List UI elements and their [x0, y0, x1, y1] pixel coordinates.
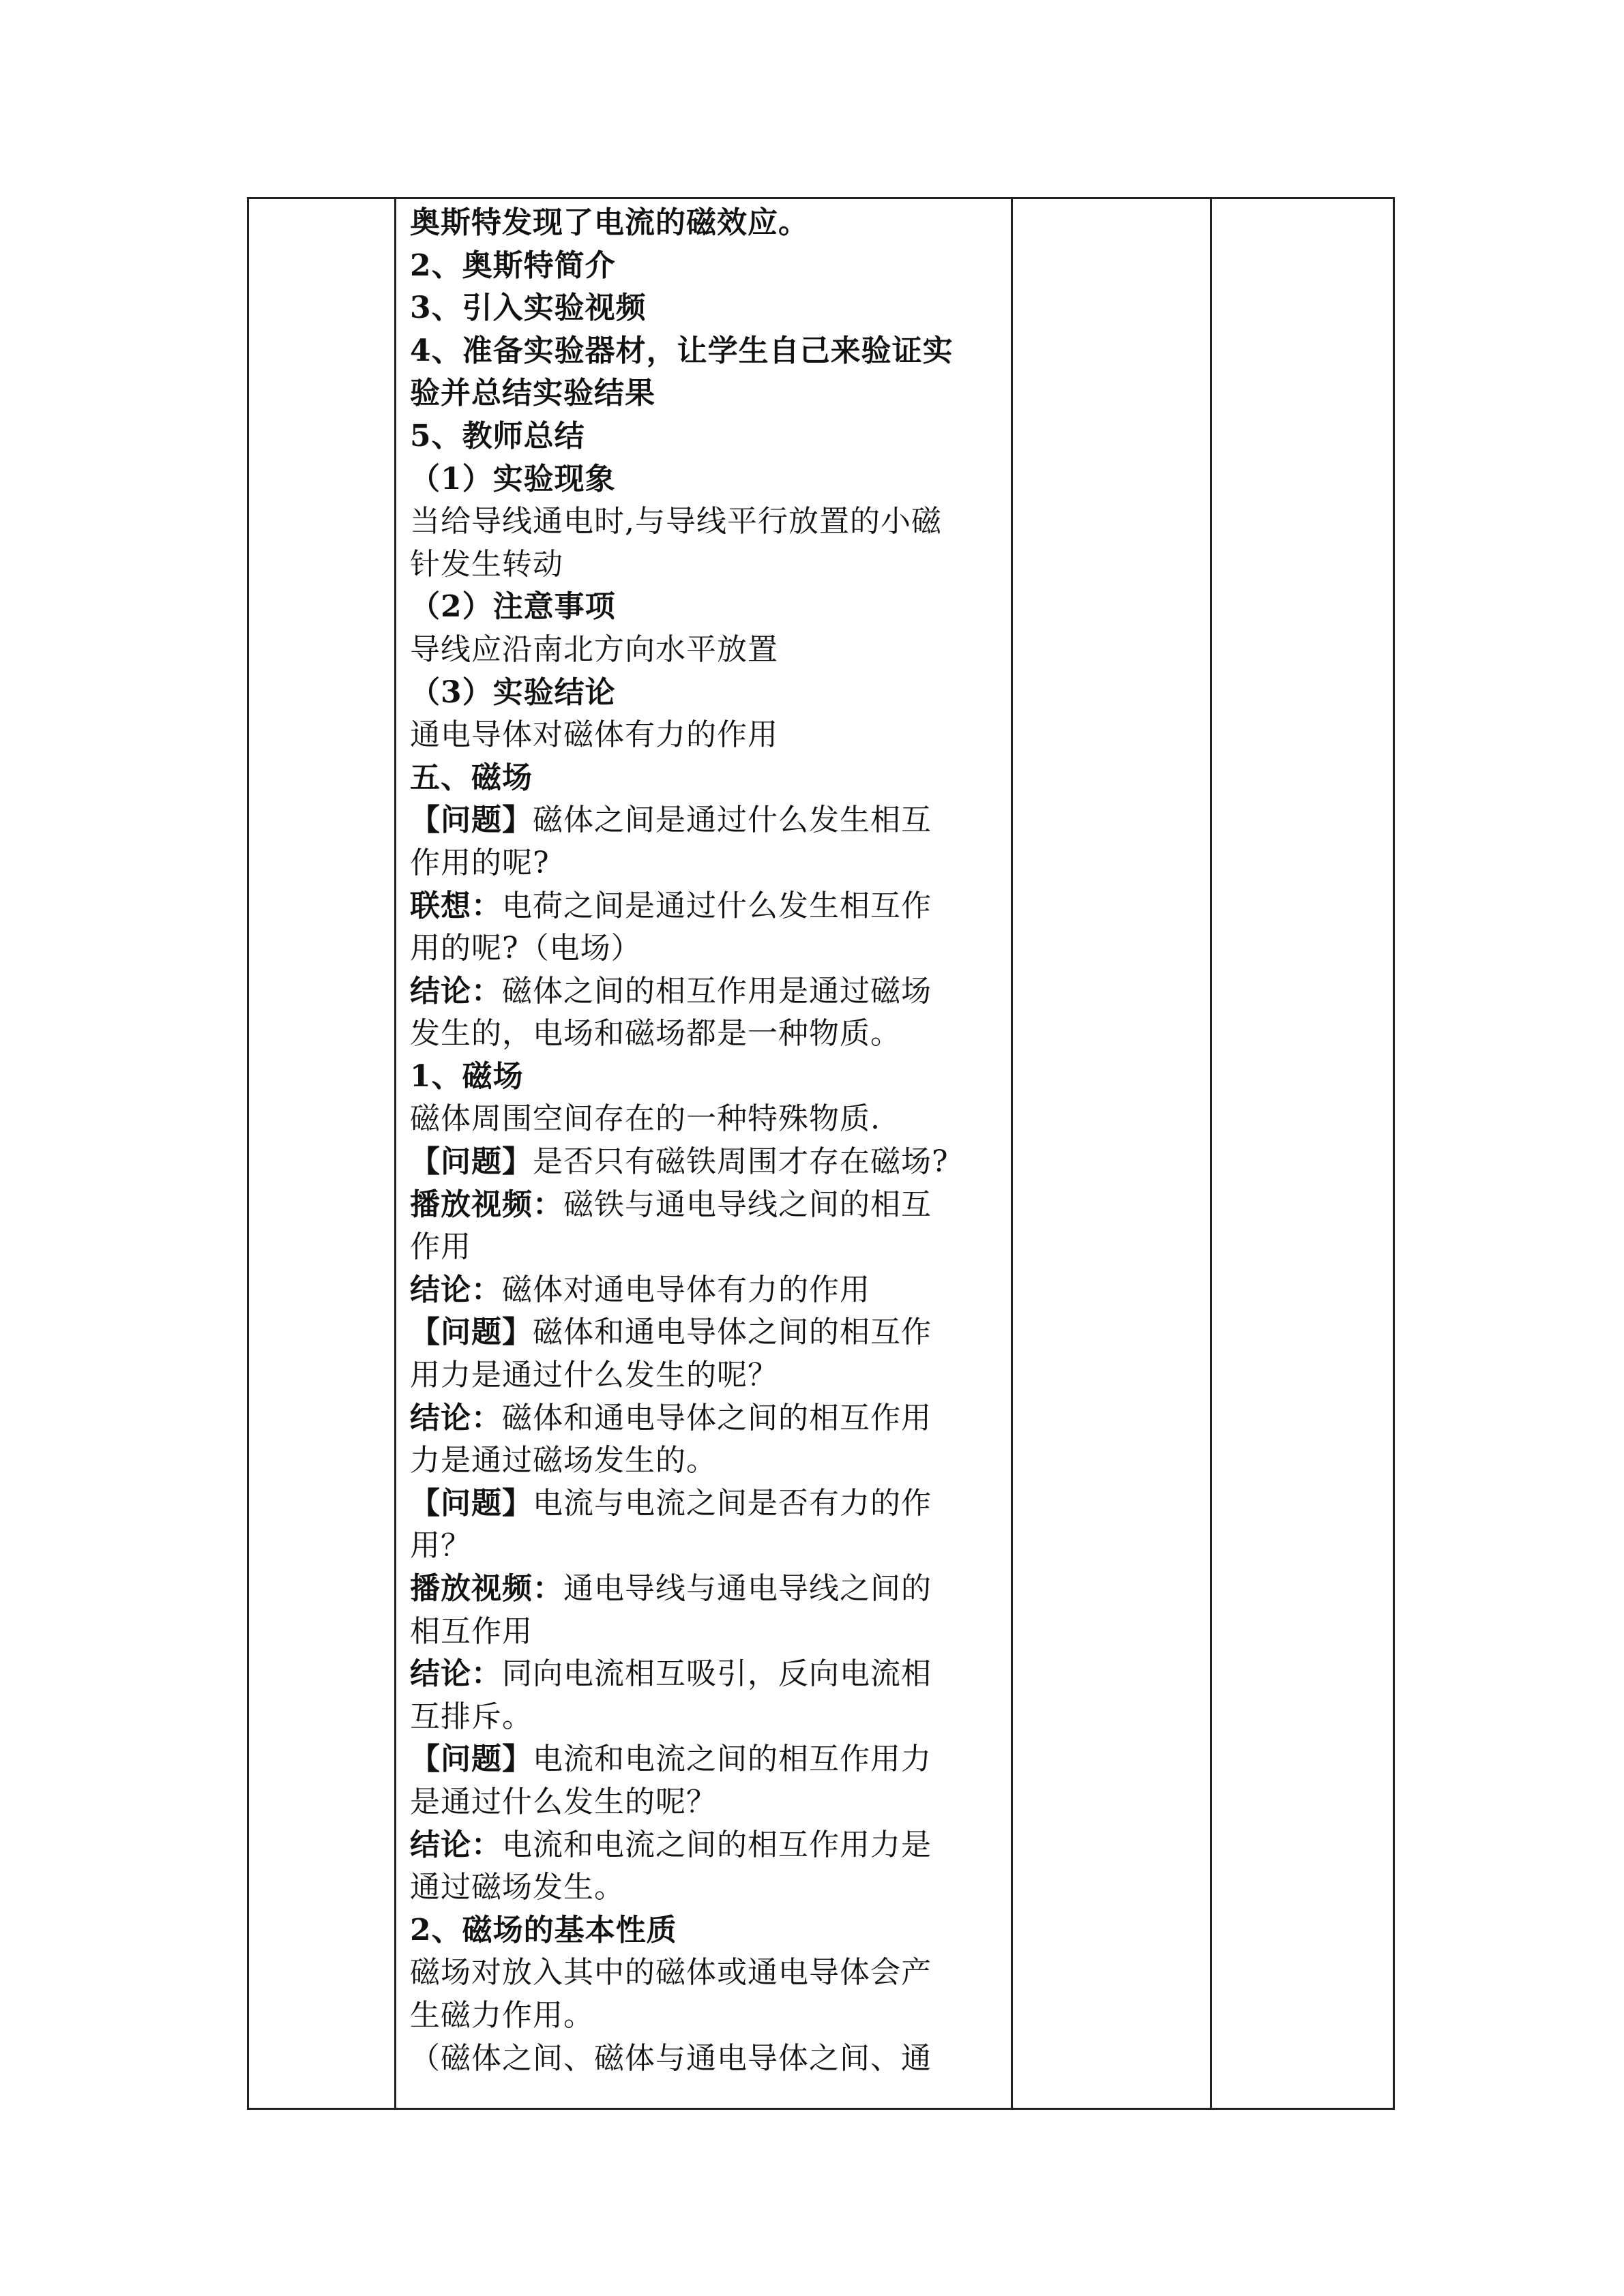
line-text: （1）实验现象: [410, 461, 616, 496]
line-text: 4、准备实验器材，让学生自己来验证实: [410, 333, 954, 368]
line-text: 2、奥斯特简介: [410, 248, 616, 283]
line-text: （3）实验结论: [410, 674, 616, 710]
content-line: [410, 458, 1004, 501]
content-line: [410, 1781, 1004, 1824]
line-text: 通过磁场发生。: [410, 1870, 625, 1905]
teaching-content-cell: [396, 198, 1012, 2109]
line-text: 当给导线通电时,与导线平行放置的小磁: [410, 504, 942, 539]
content-line: [410, 543, 1004, 586]
content-line: [410, 629, 1004, 672]
line-text: 同向电流相互吸引，反向电流相: [502, 1656, 932, 1692]
line-text: 验并总结实验结果: [410, 376, 655, 411]
content-line: [410, 1397, 1004, 1440]
content-line: [410, 1226, 1004, 1269]
content-line: [410, 1824, 1004, 1867]
content-line: [410, 672, 1004, 715]
line-text: 作用的呢?: [410, 845, 550, 880]
line-text: 5、教师总结: [410, 418, 585, 453]
line-text: 通电导体对磁体有力的作用: [410, 717, 778, 753]
content-line: [410, 1013, 1004, 1056]
content-line: [410, 1269, 1004, 1312]
content-line: [410, 202, 1004, 245]
content-line: [410, 501, 1004, 543]
line-text: （磁体之间、磁体与通电导体之间、通: [410, 2040, 932, 2076]
line-text: 磁体和通电导体之间的相互作用: [502, 1400, 932, 1435]
content-line: [410, 372, 1004, 415]
line-text: 3、引入实验视频: [410, 290, 647, 326]
line-label: 播放视频：: [410, 1571, 563, 1606]
line-text: 用？: [410, 1528, 471, 1564]
content-line: [410, 330, 1004, 373]
content-line: [410, 586, 1004, 629]
line-text: 1、磁场: [410, 1058, 524, 1094]
content-line: [410, 1909, 1004, 1952]
line-label: 结论：: [410, 1656, 502, 1692]
content-line: [410, 1311, 1004, 1354]
teaching-content: [396, 199, 1011, 2080]
line-text: 用力是通过什么发生的呢？: [410, 1358, 778, 1393]
line-text: 生磁力作用。: [410, 1997, 594, 2033]
line-text: 作用: [410, 1229, 471, 1265]
line-text: （2）注意事项: [410, 589, 616, 625]
line-label: 【问题】: [410, 1742, 533, 1777]
line-text: 五、磁场: [410, 760, 533, 795]
content-line: [410, 287, 1004, 330]
content-line: [410, 1184, 1004, 1227]
line-text: 是通过什么发生的呢？: [410, 1784, 717, 1819]
content-line: [410, 1056, 1004, 1099]
content-line: [410, 970, 1004, 1013]
line-text: 磁体周围空间存在的一种特殊物质.: [410, 1101, 881, 1137]
line-label: 联想：: [410, 888, 502, 923]
content-line: [410, 1482, 1004, 1525]
lesson-plan-table: [247, 197, 1395, 2110]
content-line: [410, 1098, 1004, 1141]
line-text: 导线应沿南北方向水平放置: [410, 631, 778, 667]
content-line: [410, 1866, 1004, 1909]
line-text: 电荷之间是通过什么发生相互作: [502, 888, 932, 923]
line-text: 发生的，电场和磁场都是一种物质。: [410, 1016, 901, 1052]
line-text: 针发生转动: [410, 546, 563, 582]
line-text: 通电导线与通电导线之间的: [563, 1571, 932, 1606]
content-line: [410, 1525, 1004, 1568]
line-text: 相互作用: [410, 1613, 533, 1649]
line-text: 互排斥。: [410, 1699, 533, 1734]
line-text: 电流和电流之间的相互作用力: [533, 1742, 932, 1777]
design-intent-cell: [1211, 198, 1394, 2109]
content-line: [410, 1738, 1004, 1781]
line-label: 【问题】: [410, 1315, 533, 1350]
content-line: [410, 885, 1004, 928]
content-line: [410, 799, 1004, 842]
content-line: [410, 1611, 1004, 1654]
stage-cell: [248, 198, 396, 2109]
line-text: 2、磁场的基本性质: [410, 1912, 677, 1948]
line-label: 【问题】: [410, 803, 533, 838]
line-label: 结论：: [410, 1827, 502, 1862]
line-label: 结论：: [410, 1272, 502, 1307]
line-label: 结论：: [410, 973, 502, 1009]
line-label: 播放视频：: [410, 1187, 563, 1222]
line-text: 电流与电流之间是否有力的作: [533, 1485, 932, 1521]
line-label: 【问题】: [410, 1485, 533, 1521]
content-line: [410, 245, 1004, 288]
line-label: 结论：: [410, 1400, 502, 1435]
content-line: [410, 1568, 1004, 1611]
line-text: 磁体对通电导体有力的作用: [502, 1272, 870, 1307]
content-line: [410, 1440, 1004, 1482]
line-text: 奥斯特发现了电流的磁效应。: [410, 205, 809, 240]
line-text: 磁体和通电导体之间的相互作: [533, 1315, 932, 1350]
line-text: 是否只有磁铁周围才存在磁场?: [533, 1144, 949, 1180]
line-text: 电流和电流之间的相互作用力是: [502, 1827, 932, 1862]
content-line: [410, 1354, 1004, 1397]
line-label: 【问题】: [410, 1144, 533, 1180]
line-text: 用的呢?（电场）: [410, 931, 642, 966]
line-text: 磁体之间的相互作用是通过磁场: [502, 973, 932, 1009]
student-activity-cell: [1012, 198, 1211, 2109]
line-text: 磁铁与通电导线之间的相互: [563, 1187, 932, 1222]
content-line: [410, 1696, 1004, 1739]
content-line: [410, 415, 1004, 458]
content-line: [410, 1995, 1004, 2038]
content-line: [410, 842, 1004, 885]
line-text: 磁场对放入其中的磁体或通电导体会产: [410, 1955, 932, 1991]
content-line: [410, 2038, 1004, 2081]
line-text: 力是通过磁场发生的。: [410, 1443, 717, 1478]
table-row: [248, 198, 1394, 2109]
content-line: [410, 1952, 1004, 1995]
content-line: [410, 1653, 1004, 1696]
content-line: [410, 927, 1004, 970]
line-text: 磁体之间是通过什么发生相互: [533, 803, 932, 838]
content-line: [410, 714, 1004, 757]
content-line: [410, 1141, 1004, 1184]
content-line: [410, 757, 1004, 800]
